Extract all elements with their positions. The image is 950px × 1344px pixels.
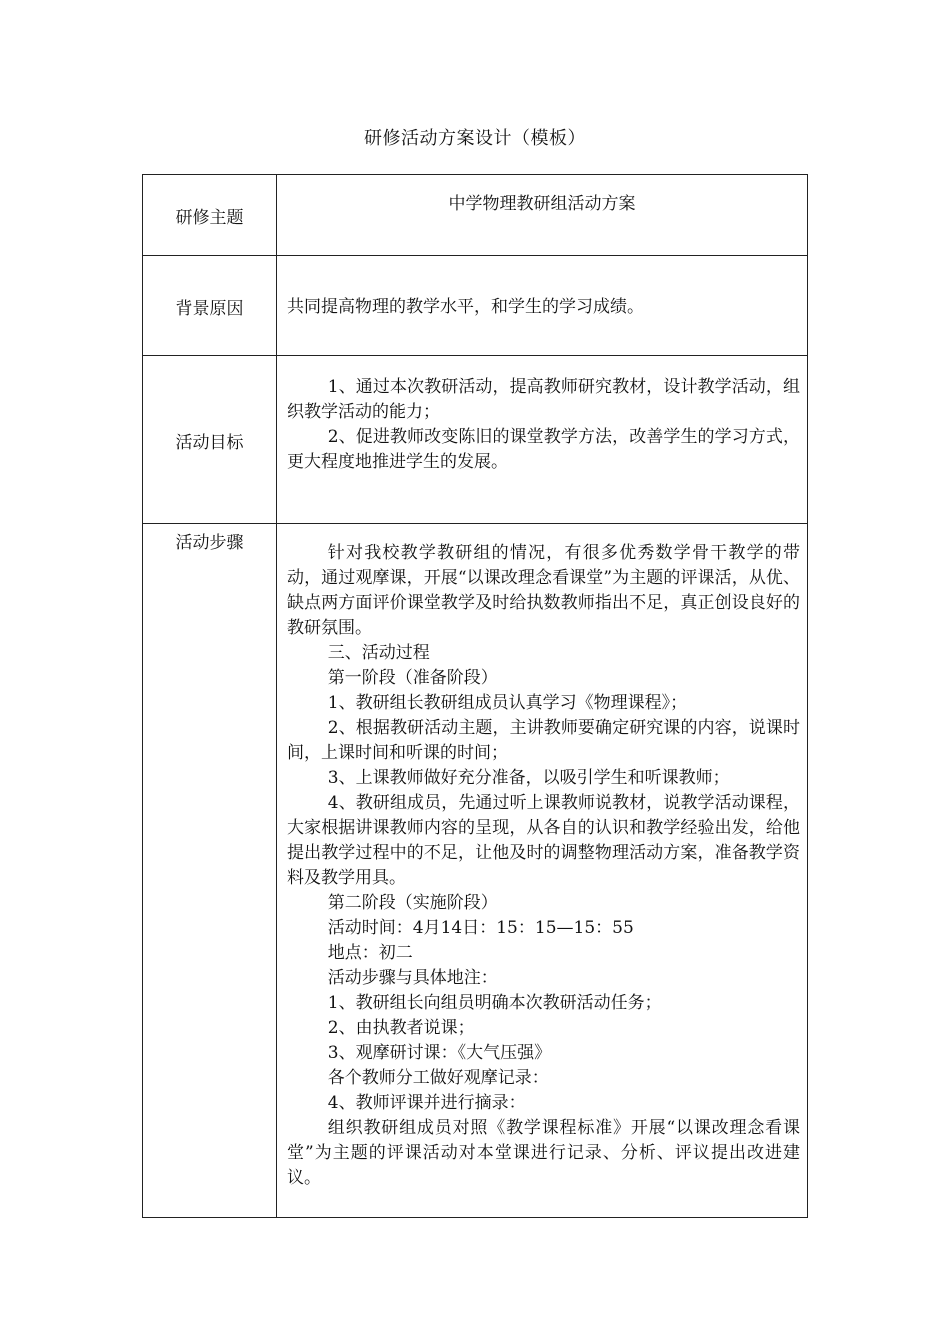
goals-label: 活动目标: [175, 433, 244, 453]
background-label: 背景原因: [175, 299, 244, 319]
stage2-item: 2、由执教者说课；: [327, 1018, 475, 1038]
goal-item: 1、通过本次教研活动，提高教师研究教材，设计教学活动，组织教学活动的能力；: [287, 377, 800, 422]
detail-heading: 活动步骤与具体地注：: [327, 968, 498, 988]
stage1-heading: 第一阶段（准备阶段）: [327, 668, 498, 688]
plan-table: [142, 174, 808, 1218]
goals-row: [143, 356, 808, 524]
stage2-item: 1、教研组长向组员明确本次教研活动任务；: [327, 993, 662, 1013]
stage1-item: 4、教研组成员，先通过听上课教师说教材，说教学活动课程，大家根据讲课教师内容的呈现，从各自的认识和教学经验出发，给他提出教学过程中的不足，让他及时的调整物理活动方案，准备教学资料及教学用具。: [287, 793, 800, 888]
background-label-cell: [143, 256, 277, 356]
stage1-item: 3、上课教师做好充分准备，以吸引学生和听课教师；: [327, 768, 730, 788]
stage2-heading: 第二阶段（实施阶段）: [327, 893, 498, 913]
background-value: 共同提高物理的教学水平，和学生的学习成绩。: [287, 297, 644, 317]
topic-label-cell: [143, 175, 277, 256]
stage2-item: 组织教研组成员对照《教学课程标准》开展“以课改理念看课堂”为主题的评课活动对本堂课进行记录、分析、评议提出改进建议。: [287, 1118, 800, 1188]
steps-intro: 针对我校教学教研组的情况，有很多优秀数学骨干教学的带动，通过观摩课，开展“以课改理念看课堂”为主题的评课活，从优、缺点两方面评价课堂教学及时给执数教师指出不足，真正创设良好的教研氛围。: [287, 543, 800, 638]
topic-value: 中学物理教研组活动方案: [448, 194, 636, 214]
stage2-item: 3、观摩研讨课：《大气压强》: [327, 1043, 552, 1063]
goals-value-cell: [277, 356, 808, 524]
activity-time: 活动时间：4月14日：15：15—15：55: [327, 918, 634, 938]
steps-label: 活动步骤: [175, 533, 244, 553]
stage1-item: 1、教研组长教研组成员认真学习《物理课程》；: [327, 693, 688, 713]
topic-value-cell: [277, 175, 808, 256]
goal-item: 2、促进教师改变陈旧的课堂教学方法，改善学生的学习方式，更大程度地推进学生的发展。: [287, 427, 800, 472]
stage2-item: 各个教师分工做好观摩记录：: [327, 1068, 549, 1088]
topic-label: 研修主题: [175, 208, 244, 228]
topic-row: [143, 175, 808, 256]
stage1-item: 2、根据教研活动主题，主讲教师要确定研究课的内容，说课时间，上课时间和听课的时间；: [287, 718, 800, 763]
activity-place: 地点：初二: [327, 943, 413, 963]
stage2-item: 4、教师评课并进行摘录：: [327, 1093, 526, 1113]
background-value-cell: [277, 256, 808, 356]
steps-row: [143, 524, 808, 1218]
steps-value-cell: [277, 524, 808, 1218]
process-heading: 三、活动过程: [327, 643, 430, 663]
steps-label-cell: [143, 524, 277, 1218]
goals-label-cell: [143, 356, 277, 524]
document-title: 研修活动方案设计（模板）: [364, 128, 586, 149]
background-row: [143, 256, 808, 356]
